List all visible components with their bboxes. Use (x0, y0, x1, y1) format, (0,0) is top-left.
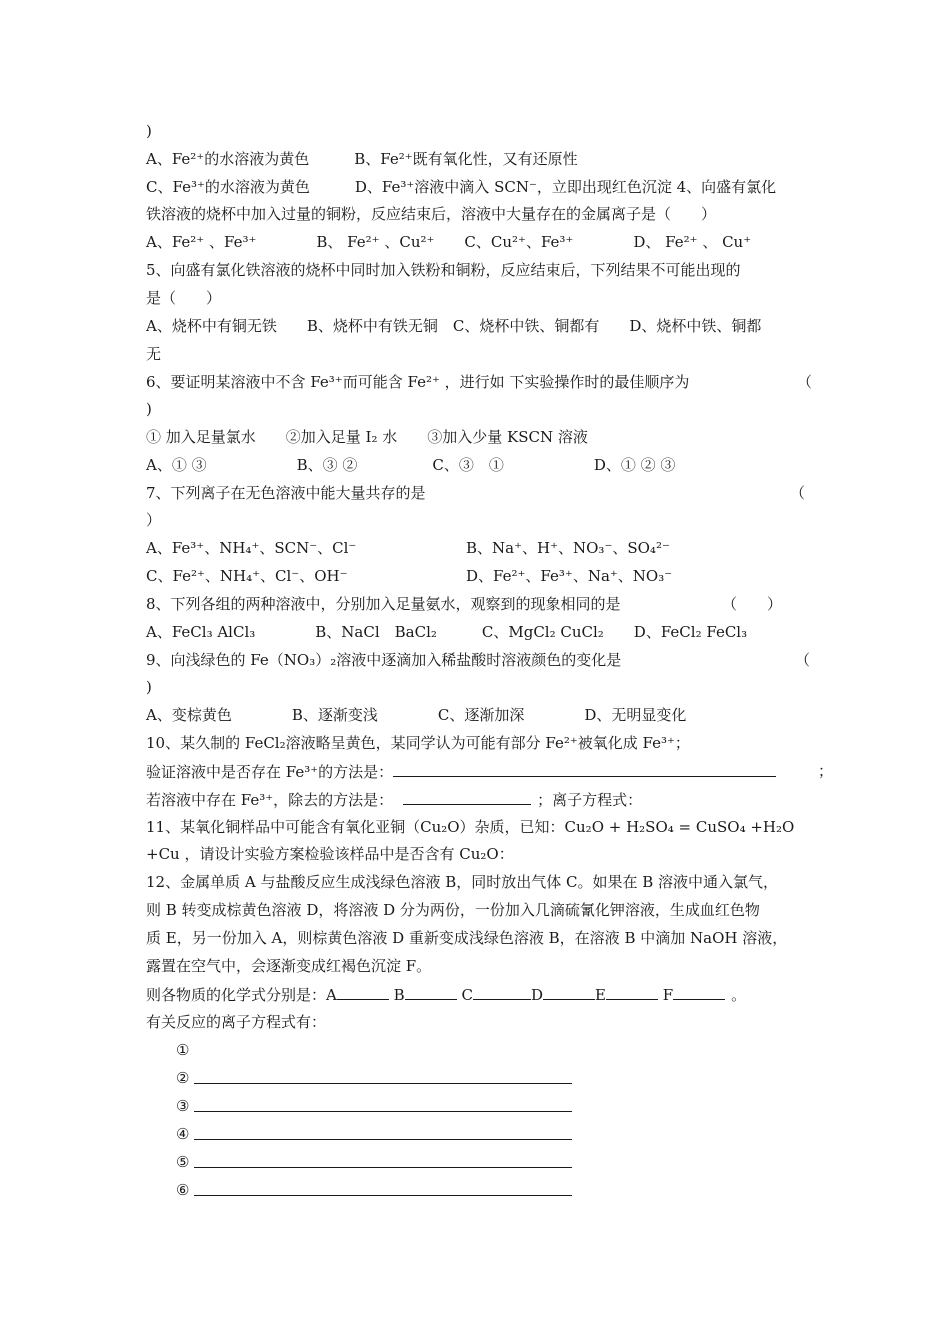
text-line: A、烧杯中有铜无铁 B、烧杯中有铁无铜 C、烧杯中铁、铜都有 D、烧杯中铁、铜都 (146, 317, 762, 335)
text-line: ) (146, 400, 152, 418)
text-line: 10、某久制的 FeCl₂溶液略呈黄色，某同学认为可能有部分 Fe²⁺被氧化成 Fe³⁺； (146, 734, 690, 752)
text-line: 5、向盛有氯化铁溶液的烧杯中同时加入铁粉和铜粉，反应结束后，下列结果不可能出现的 (146, 261, 741, 279)
text-line: ) (146, 122, 152, 140)
text-line: C、Fe²⁺、NH₄⁺、Cl⁻、OH⁻ (146, 567, 348, 585)
equation-number: ③ (176, 1097, 190, 1115)
text-line: 12、金属单质 A 与盐酸反应生成浅绿色溶液 B，同时放出气体 C。如果在 B 溶液中通入氯气， (146, 873, 779, 891)
equation-number: ① (176, 1041, 190, 1059)
answer-blank-c[interactable] (473, 983, 531, 1000)
text-line (146, 760, 776, 782)
equation-number: ④ (176, 1125, 190, 1143)
question-prompt: 若溶液中存在 Fe³⁺，除去的方法是： (146, 791, 394, 809)
question-prompt: 验证溶液中是否存在 Fe³⁺的方法是： (146, 763, 394, 781)
label-b: B (393, 986, 405, 1004)
answer-blank-f[interactable] (673, 983, 725, 1000)
equation-answer-line[interactable] (194, 1195, 572, 1196)
text-line: 铁溶液的烧杯中加入过量的铜粉，反应结束后，溶液中大量存在的金属离子是（ ） (146, 205, 717, 223)
equation-number: ② (176, 1069, 190, 1087)
answer-paren: （ ） (722, 595, 783, 613)
text-line: +Cu ，请设计实验方案检验该样品中是否含有 Cu₂O： (146, 845, 514, 863)
text-line: ) (146, 678, 152, 696)
equation-number: ⑤ (176, 1153, 190, 1171)
text-line: 6、要证明某溶液中不含 Fe³⁺而可能含 Fe²⁺ ，进行如 下实验操作时的最佳顺序为 (146, 373, 690, 391)
label-f: F (662, 986, 674, 1004)
answer-paren: （ (790, 484, 806, 502)
question-prompt: ；离子方程式： (537, 791, 643, 809)
text-line: ） (146, 511, 162, 529)
equation-answer-line[interactable] (194, 1083, 572, 1084)
equation-answer-line[interactable] (194, 1139, 572, 1140)
label-c: C (461, 986, 473, 1004)
equation-answer-line[interactable] (194, 1167, 572, 1168)
text-line: 质 E，另一份加入 A，则棕黄色溶液 D 重新变成浅绿色溶液 B，在溶液 B 中滴加 NaOH 溶液， (146, 929, 788, 947)
text-line: ① 加入足量氯水 ②加入足量 I₂ 水 ③加入少量 KSCN 溶液 (146, 428, 588, 446)
text-line: A、Fe²⁺ 、Fe³⁺ B、 Fe²⁺ 、Cu²⁺ C、Cu²⁺、Fe³⁺ D、 Fe²⁺ 、 Cu⁺ (146, 233, 752, 251)
text-line: C、Fe³⁺的水溶液为黄色 D、Fe³⁺溶液中滴入 SCN⁻，立即出现红色沉淀 4、向盛有氯化 (146, 178, 777, 196)
text-line (146, 788, 642, 810)
text-line: 9、向浅绿色的 Fe（NO₃）₂溶液中逐滴加入稀盐酸时溶液颜色的变化是 (146, 651, 622, 669)
question-prompt: 则各物质的化学式分别是： (146, 986, 327, 1004)
text-line: 是（ ） (146, 289, 222, 307)
answer-blank[interactable] (393, 760, 776, 777)
formula-answer-line (146, 983, 746, 1005)
answer-blank-b[interactable] (405, 983, 457, 1000)
text-line: 8、下列各组的两种溶液中，分别加入足量氨水，观察到的现象相同的是 (146, 595, 621, 613)
text-line: A、变棕黄色 B、逐渐变浅 C、逐渐加深 D、无明显变化 (146, 706, 687, 724)
text-line: 7、下列离子在无色溶液中能大量共存的是 (146, 484, 426, 502)
text-line: ； (818, 762, 834, 780)
text-line: 有关反应的离子方程式有： (146, 1013, 327, 1031)
answer-paren: （ (797, 373, 813, 391)
equation-number: ⑥ (176, 1181, 190, 1199)
period: 。 (731, 986, 747, 1004)
text-line: D、Fe²⁺、Fe³⁺、Na⁺、NO₃⁻ (466, 567, 673, 585)
text-line: A、FeCl₃ AlCl₃ B、NaCl BaCl₂ C、MgCl₂ CuCl₂ D、FeCl₂ FeCl₃ (146, 623, 748, 641)
text-line: 无 (146, 345, 162, 363)
text-line: A、Fe²⁺的水溶液为黄色 B、Fe²⁺既有氧化性，又有还原性 (146, 150, 578, 168)
answer-blank-e[interactable] (606, 983, 658, 1000)
equation-answer-line[interactable] (194, 1111, 572, 1112)
text-line: 露置在空气中，会逐渐变成红褐色沉淀 F。 (146, 957, 432, 975)
text-line: 11、某氧化铜样品中可能含有氧化亚铜（Cu₂O）杂质，已知：Cu₂O + H₂SO₄ = CuSO₄ +H₂O (146, 818, 795, 836)
label-a: A (326, 986, 337, 1004)
text-line: B、Na⁺、H⁺、NO₃⁻、SO₄²⁻ (466, 539, 670, 557)
text-line: A、① ③ B、③ ② C、③ ① D、① ② ③ (146, 456, 676, 474)
label-e: E (594, 986, 606, 1004)
answer-blank-d[interactable] (543, 983, 595, 1000)
answer-blank[interactable] (403, 788, 531, 805)
answer-paren: （ (795, 651, 811, 669)
text-line: 则 B 转变成棕黄色溶液 D，将溶液 D 分为两份，一份加入几滴硫氰化钾溶液，生成血红色物 (146, 901, 760, 919)
label-d: D (530, 986, 543, 1004)
text-line: A、Fe³⁺、NH₄⁺、SCN⁻、Cl⁻ (146, 539, 357, 557)
answer-blank-a[interactable] (337, 983, 389, 1000)
